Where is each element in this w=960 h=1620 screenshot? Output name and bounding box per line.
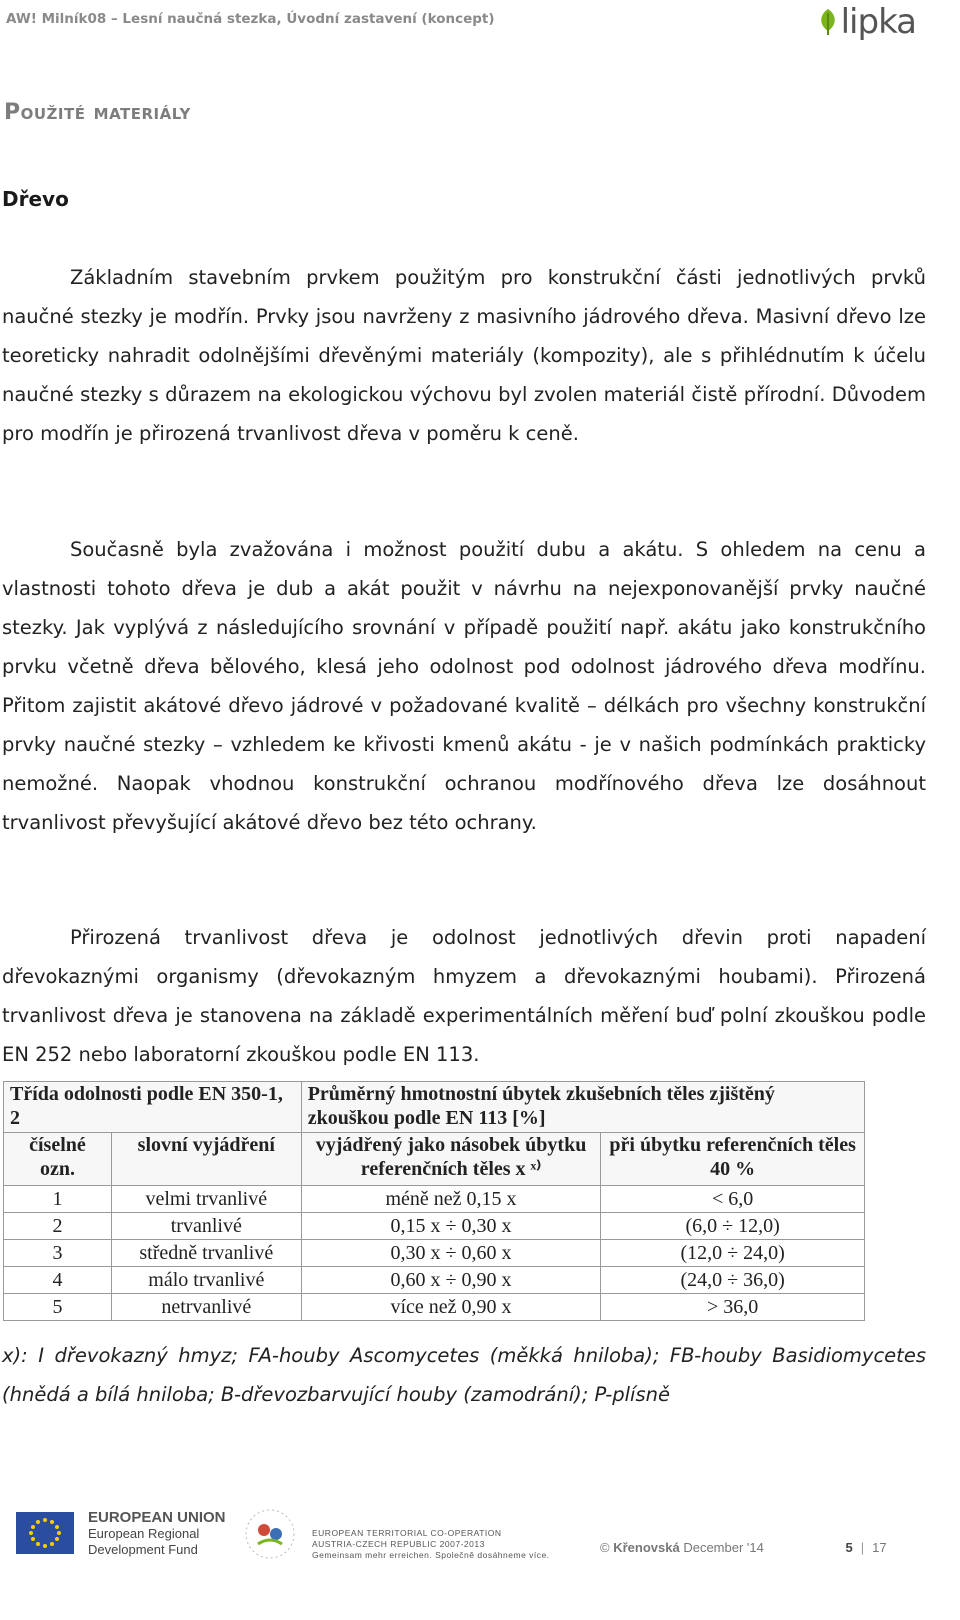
table-cell: 3 <box>4 1240 112 1267</box>
paragraph: Základním stavebním prvkem použitým pro konstrukční části jednotlivých prvků naučné stezky je modřín. Prvky jsou navrženy z masivního jádrového dřeva. Masivní dřevo lze teoreticky nahradit odolnějšími dřevěnými materiály (kompozity), ale s přihlédnutím k účelu naučné stezky s důrazem na ekologickou výchovu byl zvolen materiál čistě přírodní. Důvodem pro modřín je přirozená trvanlivost dřeva v poměru k ceně. <box>2 266 926 445</box>
table-cell: (6,0 ÷ 12,0) <box>601 1213 865 1240</box>
table-cell: < 6,0 <box>601 1186 865 1213</box>
table-cell: 0,30 x ÷ 0,60 x <box>301 1240 601 1267</box>
page-footer <box>0 1500 960 1620</box>
table-cell: více než 0,90 x <box>301 1294 601 1321</box>
lipka-logo <box>817 2 916 42</box>
table-cell: (12,0 ÷ 24,0) <box>601 1240 865 1267</box>
table-cell: velmi trvanlivé <box>111 1186 301 1213</box>
table-cell: středně trvanlivé <box>111 1240 301 1267</box>
table-cell: > 36,0 <box>601 1294 865 1321</box>
paragraph: Současně byla zvažována i možnost použití dubu a akátu. S ohledem na cenu a vlastnosti tohoto dřeva je dub a akát použit v návrhu na nejexponovanější prvky naučné stezky. Jak vyplývá z následujícího srovnání v případě použití např. akátu jako konstrukčního prvku včetně dřeva bělového, klesá jeho odolnost pod odolnost jádrového dřeva modřínu. Přitom zajistit akátové dřevo jádrové v požadované kvalitě – délkách pro všechny konstrukční prvky naučné stezky – vzhledem ke křivosti kmenů akátu - je v našich podmínkách prakticky nemožné. Naopak vhodnou konstrukční ochranou modřínového dřeva lze dosáhnout trvanlivost převyšující akátové dřevo bez této ochrany. <box>2 538 926 834</box>
table-cell: 0,60 x ÷ 0,90 x <box>301 1267 601 1294</box>
eu-fund-label: EUROPEAN UNION European Regional Development Fund <box>88 1509 226 1557</box>
table-cell: 2 <box>4 1213 112 1240</box>
table-row <box>4 1294 865 1321</box>
page-info <box>600 1540 887 1555</box>
page-header <box>0 0 960 40</box>
author: Křenovská <box>613 1540 680 1555</box>
table-row <box>4 1186 865 1213</box>
table-cell: 0,15 x ÷ 0,30 x <box>301 1213 601 1240</box>
section-title: Použité materiály <box>4 100 191 125</box>
durability-table <box>3 1081 865 1321</box>
eu-flag-icon <box>16 1512 74 1554</box>
total-pages: 17 <box>872 1540 887 1555</box>
table-cell: málo trvanlivé <box>111 1267 301 1294</box>
table-column-header: při úbytku referenčních těles 40 % <box>601 1133 865 1186</box>
leaf-icon <box>817 7 839 37</box>
table-cell: 5 <box>4 1294 112 1321</box>
table-cell: méně než 0,15 x <box>301 1186 601 1213</box>
date: December '14 <box>683 1540 764 1555</box>
subsection-title: Dřevo <box>2 187 69 211</box>
table-group-header: Průměrný hmotnostní úbytek zkušebních těles zjištěný zkouškou podle EN 113 [%] <box>301 1082 864 1133</box>
page-separator: | <box>860 1540 865 1555</box>
cooperation-label: EUROPEAN TERRITORIAL CO-OPERATION AUSTRIA-CZECH REPUBLIC 2007-2013 Gemeinsam mehr erreichen. Společně dosáhneme více. <box>312 1528 550 1560</box>
table-column-header: číselné ozn. <box>4 1133 112 1186</box>
table-cell: 1 <box>4 1186 112 1213</box>
paragraph: Přirozená trvanlivost dřeva je odolnost jednotlivých dřevin proti napadení dřevokaznými organismy (dřevokazným hmyzem a dřevokaznými houbami). Přirozená trvanlivost dřeva je stanovena na základě experimentálních měření buď polní zkouškou podle EN 252 nebo laboratorní zkouškou podle EN 113. <box>2 926 926 1066</box>
table-cell: (24,0 ÷ 36,0) <box>601 1267 865 1294</box>
table-footnote: x): I dřevokazný hmyz; FA-houby Ascomycetes (měkká hniloba); FB-houby Basidiomycetes (hnědá a bílá hniloba; B-dřevozbarvující houby (zamodrání); P-plísně <box>2 1344 926 1406</box>
page-number: 5 <box>845 1540 853 1555</box>
table-row <box>4 1213 865 1240</box>
table-row <box>4 1267 865 1294</box>
document-title: AW! Milník08 – Lesní naučná stezka, Úvodní zastavení (koncept) <box>6 11 495 27</box>
table-row <box>4 1240 865 1267</box>
copyright-symbol: © <box>600 1540 610 1555</box>
table-group-header: Třída odolnosti podle EN 350-1, 2 <box>4 1082 302 1133</box>
table-cell: trvanlivé <box>111 1213 301 1240</box>
cz-cooperation-logo-icon <box>234 1500 306 1564</box>
table-column-header: vyjádřený jako násobek úbytku referenčních těles x ˣ⁾ <box>301 1133 601 1186</box>
logo-text: lipka <box>840 2 916 42</box>
table-cell: 4 <box>4 1267 112 1294</box>
table-column-header: slovní vyjádření <box>111 1133 301 1186</box>
table-cell: netrvanlivé <box>111 1294 301 1321</box>
